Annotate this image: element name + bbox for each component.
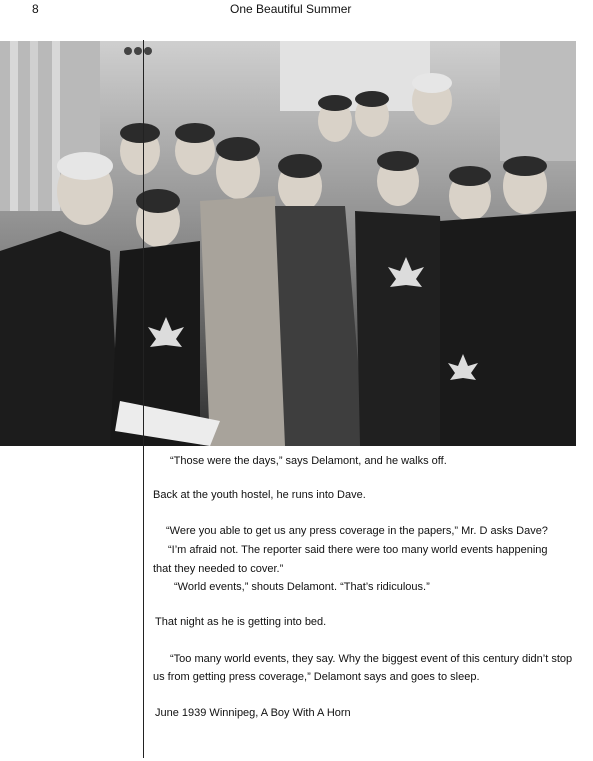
paragraph-line: “Those were the days,” says Delamont, and he walks off. [170, 455, 447, 467]
section-heading: June 1939 Winnipeg, A Boy With A Horn [155, 707, 351, 719]
running-title: One Beautiful Summer [230, 2, 352, 16]
paragraph-line: us from getting press coverage,” Delamont says and goes to sleep. [153, 671, 480, 683]
paragraph-line: “Too many world events, they say. Why the biggest event of this century didn’t stop [170, 653, 573, 665]
paragraph-line: Back at the youth hostel, he runs into Dave. [153, 489, 366, 501]
paragraph-line: “Were you able to get us any press coverage in the papers,” Mr. D asks Dave? [166, 525, 548, 537]
paragraph-line: “I’m afraid not. The reporter said there were too many world events happening [168, 544, 548, 556]
paragraph-line: that they needed to cover.” [153, 563, 284, 575]
paragraph-line: That night as he is getting into bed. [155, 616, 327, 628]
page-number: 8 [32, 2, 39, 16]
paragraph-line: “World events,” shouts Delamont. “That’s ridiculous.” [174, 581, 430, 593]
